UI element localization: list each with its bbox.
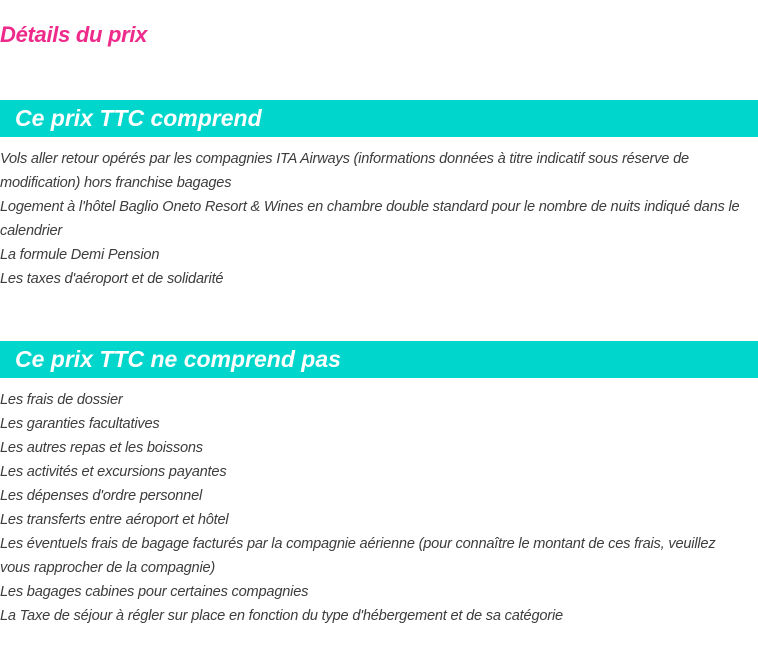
list-item: La Taxe de séjour à régler sur place en fonction du type d'hébergement et de sa catégorie xyxy=(0,608,563,624)
list-item: Les bagages cabines pour certaines compagnies xyxy=(0,584,309,600)
page-title: Détails du prix xyxy=(0,22,148,47)
included-section-header: Ce prix TTC comprend xyxy=(0,100,758,137)
list-item: Les éventuels frais de bagage facturés par la compagnie aérienne (pour connaître le montant de ces frais, veuillez vous rapprocher de la compagnie) xyxy=(0,536,716,576)
list-item: Les garanties facultatives xyxy=(0,416,160,432)
list-item: Les dépenses d'ordre personnel xyxy=(0,488,203,504)
included-list xyxy=(0,147,748,291)
list-item: Les taxes d'aéroport et de solidarité xyxy=(0,271,224,287)
excluded-list xyxy=(0,388,748,628)
list-item: Vols aller retour opérés par les compagnies ITA Airways (informations données à titre indicatif sous réserve de modification) hors franchise bagages xyxy=(0,151,689,191)
list-item: Les autres repas et les boissons xyxy=(0,440,203,456)
list-item: Les frais de dossier xyxy=(0,392,123,408)
list-item: Logement à l'hôtel Baglio Oneto Resort & Wines en chambre double standard pour le nombre de nuits indiqué dans le calendrier xyxy=(0,199,740,239)
excluded-section-header: Ce prix TTC ne comprend pas xyxy=(0,341,758,378)
list-item: La formule Demi Pension xyxy=(0,247,160,263)
list-item: Les activités et excursions payantes xyxy=(0,464,227,480)
list-item: Les transferts entre aéroport et hôtel xyxy=(0,512,229,528)
